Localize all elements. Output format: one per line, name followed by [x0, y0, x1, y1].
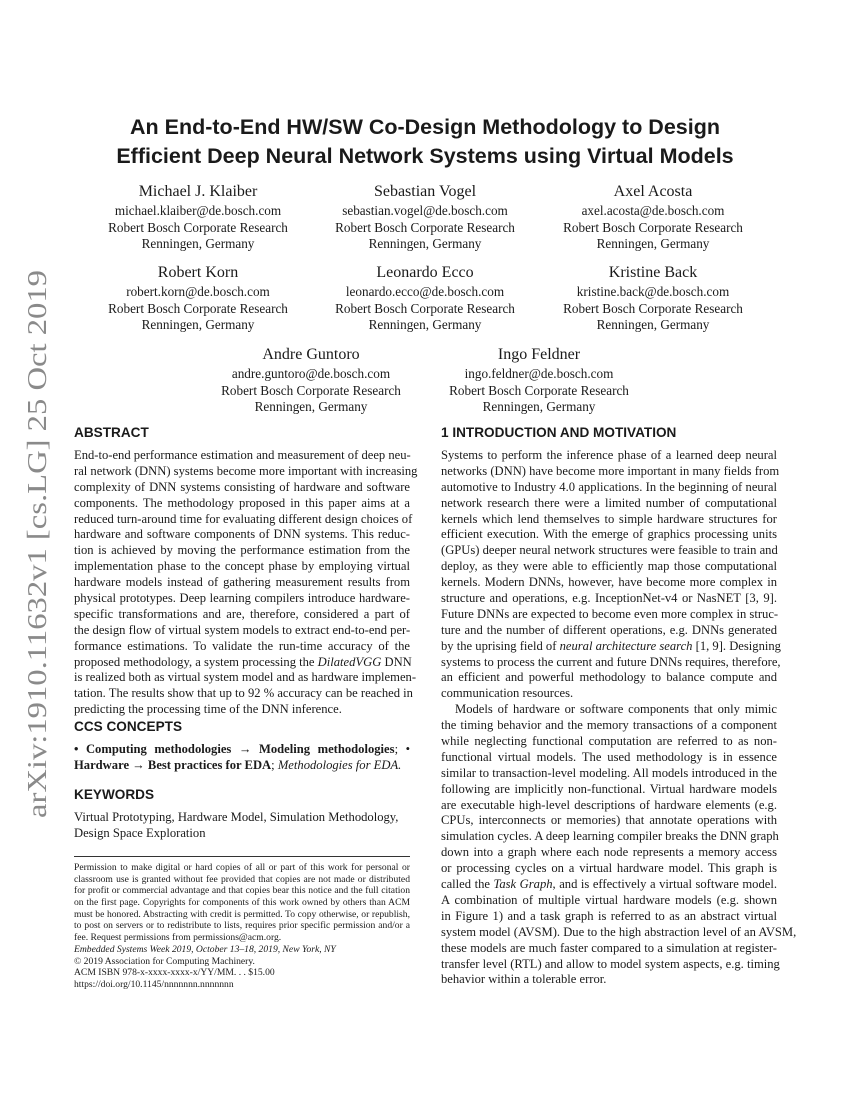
author-affiliation: Robert Bosch Corporate Research: [221, 382, 401, 398]
author-block: [84, 264, 312, 334]
abstract-line: tation. The results show that up to 92 % accuracy can be reached in: [74, 686, 413, 701]
author-name: Leonardo Ecco: [376, 264, 474, 281]
introduction-line: Models of hardware or software components that only mimic: [455, 702, 777, 717]
author-location: Renningen, Germany: [368, 236, 482, 251]
introduction-line: system model (AVSM). Due to the high abstraction level of an AVSM,: [441, 924, 797, 939]
keywords-line: Virtual Prototyping, Hardware Model, Simulation Methodology,: [74, 810, 399, 824]
author-name: Andre Guntoro: [262, 346, 360, 363]
introduction-line: behavior within a tolerable error.: [441, 972, 607, 987]
abstract-line: End-to-end performance estimation and measurement of deep neu-: [74, 448, 411, 462]
author-name: Ingo Feldner: [497, 346, 581, 363]
author-affiliation: Robert Bosch Corporate Research: [108, 300, 288, 316]
abstract-line: ral network (DNN) systems become more important with increasing: [74, 463, 418, 478]
introduction-paragraph-1: [441, 448, 781, 702]
title-line-1: An End-to-End HW/SW Co-Design Methodology to Design: [130, 115, 720, 139]
arxiv-identifier-stamp: [18, 262, 54, 822]
author-affiliation: Robert Bosch Corporate Research: [108, 219, 288, 235]
author-email: robert.korn@de.bosch.com: [126, 284, 270, 299]
abstract-line: components. The methodology proposed in this paper aims at a: [74, 495, 410, 510]
abstract-line: the design flow of virtual system models to extract end-to-end per-: [74, 622, 411, 637]
permission-text: [74, 862, 410, 944]
introduction-line: Systems to perform the inference phase of a learned deep neural: [441, 448, 777, 462]
introduction-line: simulation cycles. A deep learning compiler breaks the DNN graph: [441, 829, 779, 844]
permission-line: for profit or commercial advantage and that copies bear this notice and the full citation: [74, 885, 410, 897]
introduction-line: communication resources.: [441, 686, 574, 701]
introduction-line: an efficient and powerful methodology to balance compute and: [441, 670, 777, 685]
abstract-line: proposed methodology, a system processing the DilatedVGG DNN: [74, 654, 412, 669]
author-block: [311, 183, 539, 253]
permission-footnote: [74, 862, 410, 991]
author-email: axel.acosta@de.bosch.com: [581, 203, 725, 218]
abstract-section: [74, 425, 418, 718]
author-affiliation: Robert Bosch Corporate Research: [563, 219, 743, 235]
ccs-line-2: Hardware → Best practices for EDA; Methodologies for EDA.: [74, 757, 402, 772]
introduction-line: or processing cycles on a virtual hardware model. This graph is: [441, 861, 777, 876]
introduction-line: in Figure 1) and a task graph is referred to as an abstract virtual: [441, 908, 777, 923]
abstract-line: specific transformations and are, therefore, considered a part of: [74, 606, 410, 621]
introduction-line: while neglecting functional computation are referred to as non-: [441, 734, 777, 749]
introduction-line: structure and operations, e.g. InceptionNet-v4 or NasNET [3, 9].: [441, 591, 777, 606]
introduction-line: networks (DNN) have become more important in many fields from: [441, 463, 780, 478]
ccs-term: • Computing methodologies → Modeling methodologies: [74, 742, 395, 756]
keywords-section: [74, 787, 410, 842]
introduction-line: the timing behavior and the memory transactions of a component: [441, 718, 777, 733]
author-location: Renningen, Germany: [596, 236, 710, 251]
author-location: Renningen, Germany: [141, 317, 255, 332]
introduction-line: Future DNNs are expected to become even more complex in struc-: [441, 606, 779, 621]
author-block: [197, 346, 425, 416]
introduction-paragraph-2: [441, 702, 797, 988]
footnote-divider: [74, 856, 410, 857]
paper-title: [90, 113, 760, 171]
author-block: [425, 346, 653, 416]
abstract-line: reduced turn-around time for evaluating different design choices of: [74, 511, 413, 526]
abstract-body: [74, 448, 418, 718]
author-email: sebastian.vogel@de.bosch.com: [342, 203, 508, 218]
introduction-line: down into a graph where each node represents a memory access: [441, 845, 777, 860]
author-affiliation: Robert Bosch Corporate Research: [449, 382, 629, 398]
permission-line: to post on servers or to redistribute to lists, requires prior specific permission and/or a: [74, 920, 410, 932]
author-location: Renningen, Germany: [596, 317, 710, 332]
ccs-line-1: • Computing methodologies → Modeling methodologies; •: [74, 742, 411, 756]
introduction-line: called the Task Graph, and is effectively a virtual software model.: [441, 877, 777, 892]
author-affiliation: Robert Bosch Corporate Research: [335, 219, 515, 235]
introduction-line: automotive to Industry 4.0 applications. In the beginning of neural: [441, 479, 777, 494]
author-name: Kristine Back: [608, 264, 698, 281]
ccs-heading: CCS CONCEPTS: [74, 719, 183, 734]
author-name: Robert Korn: [157, 264, 239, 281]
introduction-line: network research there were a limited number of computational: [441, 495, 777, 510]
permission-line: classroom use is granted without fee provided that copies are not made or distributed: [74, 873, 410, 885]
introduction-section: [441, 425, 797, 988]
abstract-line: hardware and software components of DNN systems. This reduc-: [74, 527, 410, 542]
introduction-line: are executable high-level descriptions of hardware elements (e.g.: [441, 797, 777, 812]
author-location: Renningen, Germany: [141, 236, 255, 251]
author-email: michael.klaiber@de.bosch.com: [114, 203, 282, 218]
introduction-line: similar to transaction-level modeling. All models introduced in the: [441, 765, 777, 780]
introduction-heading: 1 INTRODUCTION AND MOTIVATION: [441, 425, 677, 440]
introduction-line: systems to process the current and future DNNs requires, therefore,: [441, 654, 781, 669]
introduction-line: following are implicitly non-functional. Virtual hardware models: [441, 781, 777, 796]
author-name: Axel Acosta: [613, 183, 693, 200]
introduction-line: these models are much faster compared to a simulation at register-: [441, 940, 777, 955]
author-email: andre.guntoro@de.bosch.com: [231, 366, 391, 381]
title-line-2: Efficient Deep Neural Network Systems using Virtual Models: [116, 144, 734, 168]
abstract-line: complexity of DNN systems consisting of hardware and software: [74, 479, 410, 494]
author-affiliation: Robert Bosch Corporate Research: [563, 300, 743, 316]
permission-line: fee. Request permissions from permissions@acm.org.: [74, 932, 282, 944]
introduction-line: kernels which lend themselves to simple hardware structures for: [441, 511, 777, 526]
author-location: Renningen, Germany: [482, 399, 596, 414]
author-block: [84, 183, 312, 253]
abstract-line: hardware models instead of gathering measurement results from: [74, 575, 410, 590]
permission-line: on the first page. Copyrights for components of this work owned by others than ACM: [74, 897, 410, 909]
abstract-line: physical prototypes. Deep learning compilers introduce hardware-: [74, 591, 410, 606]
author-location: Renningen, Germany: [368, 317, 482, 332]
introduction-line: deploy, as they were able to efficiently map those computational: [441, 559, 777, 574]
arxiv-id-text: arXiv:1910.11632v1 [cs.LG] 25 Oct 2019: [22, 364, 52, 818]
introduction-line: (GPUs) deeper neural network structures were feasible to train and: [441, 543, 778, 558]
author-location: Renningen, Germany: [254, 399, 368, 414]
abstract-line: formance estimations. To validate the run-time accuracy of the: [74, 638, 410, 653]
introduction-line: A combination of multiple virtual hardware models (e.g. shown: [441, 892, 777, 907]
introduction-line: functional virtual models. The used methodology is in essence: [441, 749, 777, 764]
introduction-line: by the uprising field of neural architecture search [1, 9]. Designing: [441, 638, 781, 653]
ccs-concepts-section: [74, 719, 410, 774]
ccs-term: Hardware → Best practices for EDA: [74, 757, 272, 772]
author-email: kristine.back@de.bosch.com: [576, 284, 730, 299]
copyright-notice: © 2019 Association for Computing Machinery.: [74, 955, 255, 967]
author-block: [311, 264, 539, 334]
author-block: [539, 183, 767, 253]
introduction-line: ture and the number of different operations, e.g. DNNs generated: [441, 622, 777, 637]
keywords-heading: KEYWORDS: [74, 787, 155, 802]
author-email: ingo.feldner@de.bosch.com: [464, 366, 614, 381]
isbn: ACM ISBN 978-x-xxxx-xxxx-x/YY/MM. . . $15.00: [74, 967, 275, 979]
author-name: Sebastian Vogel: [373, 183, 477, 200]
conference-info: Embedded Systems Week 2019, October 13–18, 2019, New York, NY: [74, 943, 336, 955]
author-block: [539, 264, 767, 334]
permission-line: must be honored. Abstracting with credit is permitted. To copy otherwise, or republish,: [74, 908, 410, 920]
keywords-line: Design Space Exploration: [74, 825, 206, 840]
author-name: Michael J. Klaiber: [138, 183, 258, 200]
abstract-line: is realized both as virtual system model and as hardware implemen-: [74, 670, 417, 685]
introduction-line: kernels. Modern DNNs, however, have become more complex in: [441, 575, 777, 590]
introduction-line: CPUs, interconnects or memories) that annotate operations with: [441, 813, 777, 828]
author-email: leonardo.ecco@de.bosch.com: [345, 284, 505, 299]
abstract-heading: ABSTRACT: [74, 425, 149, 440]
permission-line: Permission to make digital or hard copies of all or part of this work for personal or: [74, 862, 410, 873]
introduction-line: efficient execution. With the emerge of graphics processing units: [441, 527, 777, 542]
abstract-line: predicting the processing time of the DNN inference.: [74, 702, 342, 717]
introduction-line: transfer level (RTL) and allow to model system aspects, e.g. timing: [441, 956, 780, 971]
author-affiliation: Robert Bosch Corporate Research: [335, 300, 515, 316]
abstract-line: tion is achieved by moving the performance estimation from the: [74, 543, 410, 558]
abstract-line: implementation phase to the concept phase by employing virtual: [74, 559, 410, 574]
doi-link[interactable]: https://doi.org/10.1145/nnnnnnn.nnnnnnn: [74, 978, 234, 990]
